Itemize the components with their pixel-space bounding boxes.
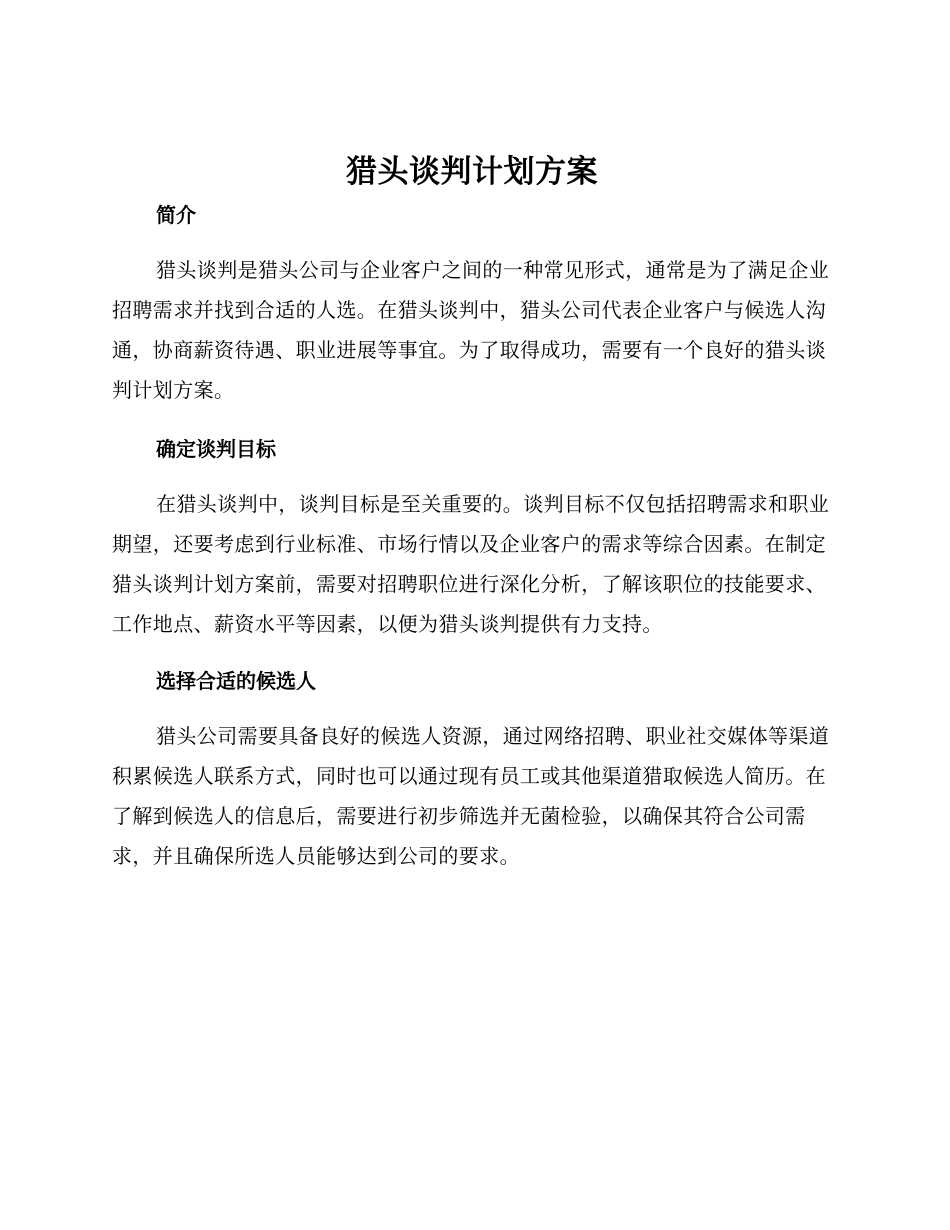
- section-intro: [112, 202, 832, 410]
- document-title: 猎头谈判计划方案: [346, 154, 598, 190]
- section-heading-candidate: 选择合适的候选人: [156, 669, 316, 693]
- document-body: [112, 150, 832, 876]
- section-candidate: [112, 668, 832, 876]
- section-heading-intro: 简介: [156, 203, 196, 227]
- section-paragraph-candidate: 猎头公司需要具备良好的候选人资源，通过网络招聘、职业社交媒体等渠道积累候选人联系方式，同时也可以通过现有员工或其他渠道猎取候选人简历。在了解到候选人的信息后，需要进行初步筛选并无菌检验，以确保其符合公司需求，并且确保所选人员能够达到公司的要求。: [112, 724, 830, 868]
- section-paragraph-goal: 在猎头谈判中，谈判目标是至关重要的。谈判目标不仅包括招聘需求和职业期望，还要考虑到行业标准、市场行情以及企业客户的需求等综合因素。在制定猎头谈判计划方案前，需要对招聘职位进行深化分析，了解该职位的技能要求、工作地点、薪资水平等因素，以便为猎头谈判提供有力支持。: [112, 492, 830, 636]
- section-goal: [112, 436, 832, 644]
- section-paragraph-intro: 猎头谈判是猎头公司与企业客户之间的一种常见形式，通常是为了满足企业招聘需求并找到合适的人选。在猎头谈判中，猎头公司代表企业客户与候选人沟通，协商薪资待遇、职业进展等事宜。为了取得成功，需要有一个良好的猎头谈判计划方案。: [112, 258, 830, 402]
- section-heading-goal: 确定谈判目标: [156, 437, 276, 461]
